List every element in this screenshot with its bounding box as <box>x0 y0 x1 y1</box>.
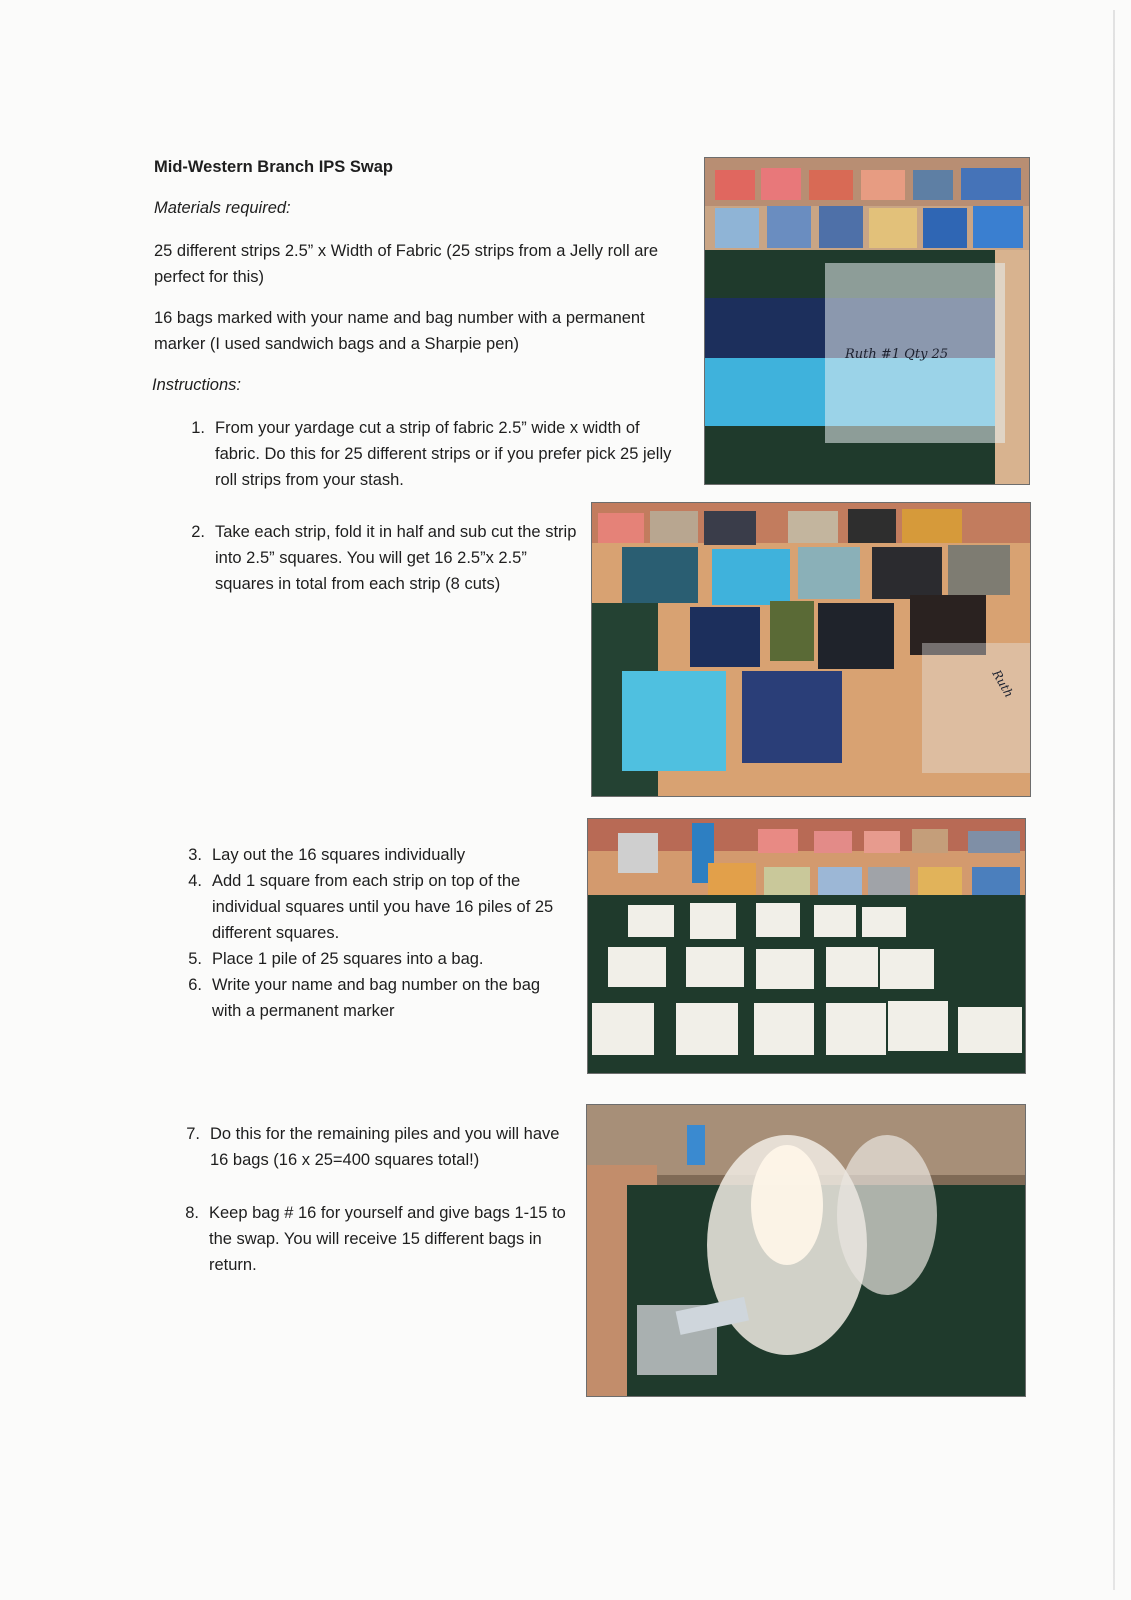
photo-fabric-strips-graphic <box>705 158 1029 484</box>
photo-cut-squares <box>591 502 1031 797</box>
photo-cut-squares-graphic <box>592 503 1030 796</box>
step-number: 5. <box>188 950 202 968</box>
step-number: 6. <box>188 976 202 994</box>
step-number: 1. <box>191 419 205 437</box>
photo1-handwriting: Ruth #1 Qty 25 <box>845 347 949 362</box>
photo-squares-layout-graphic <box>588 819 1025 1073</box>
photo-filled-bags-graphic <box>587 1105 1025 1396</box>
step-text: Lay out the 16 squares individually <box>212 846 466 864</box>
materials-item-bags: 16 bags marked with your name and bag number with a permanent marker (I used sandwich bags and a Sharpie pen) <box>154 309 645 353</box>
photo-fabric-strips-and-bag <box>704 157 1030 485</box>
photo-squares-laid-out <box>587 818 1026 1074</box>
step-1 <box>183 415 683 493</box>
step-number: 7. <box>186 1125 200 1143</box>
step-4 <box>180 868 580 946</box>
step-text: Place 1 pile of 25 squares into a bag. <box>212 950 484 968</box>
photo-filled-bags <box>586 1104 1026 1397</box>
scan-edge-line <box>1113 10 1115 1590</box>
step-6 <box>180 972 560 1024</box>
step-text: Keep bag # 16 for yourself and give bags 1-15 to the swap. You will receive 15 different bags in return. <box>209 1204 566 1274</box>
step-text: Add 1 square from each strip on top of the individual squares until you have 16 piles of 25 different squares. <box>212 872 554 942</box>
step-number: 2. <box>191 523 205 541</box>
step-5 <box>180 946 580 972</box>
step-number: 4. <box>188 872 202 890</box>
document-title: Mid-Western Branch IPS Swap <box>154 158 393 176</box>
step-text: Do this for the remaining piles and you will have 16 bags (16 x 25=400 squares total!) <box>210 1125 560 1169</box>
photo2-handwriting: Ruth <box>989 667 1017 700</box>
step-number: 8. <box>185 1204 199 1222</box>
materials-heading: Materials required: <box>154 199 291 217</box>
step-text: Take each strip, fold it in half and sub cut the strip into 2.5” squares. You will get 16 2.5”x 2.5” squares in total from each strip (8 cuts) <box>215 523 577 593</box>
step-text: Write your name and bag number on the bag with a permanent marker <box>212 976 541 1020</box>
instructions-heading: Instructions: <box>152 376 241 394</box>
step-8 <box>177 1200 577 1278</box>
step-text: From your yardage cut a strip of fabric 2.5” wide x width of fabric. Do this for 25 different strips or if you prefer pick 25 jelly roll strips from your stash. <box>215 419 672 489</box>
step-3 <box>180 842 580 868</box>
step-2 <box>183 519 583 597</box>
step-number: 3. <box>188 846 202 864</box>
materials-item-strips: 25 different strips 2.5” x Width of Fabric (25 strips from a Jelly roll are perfect for this) <box>154 242 659 286</box>
step-7 <box>178 1121 570 1173</box>
